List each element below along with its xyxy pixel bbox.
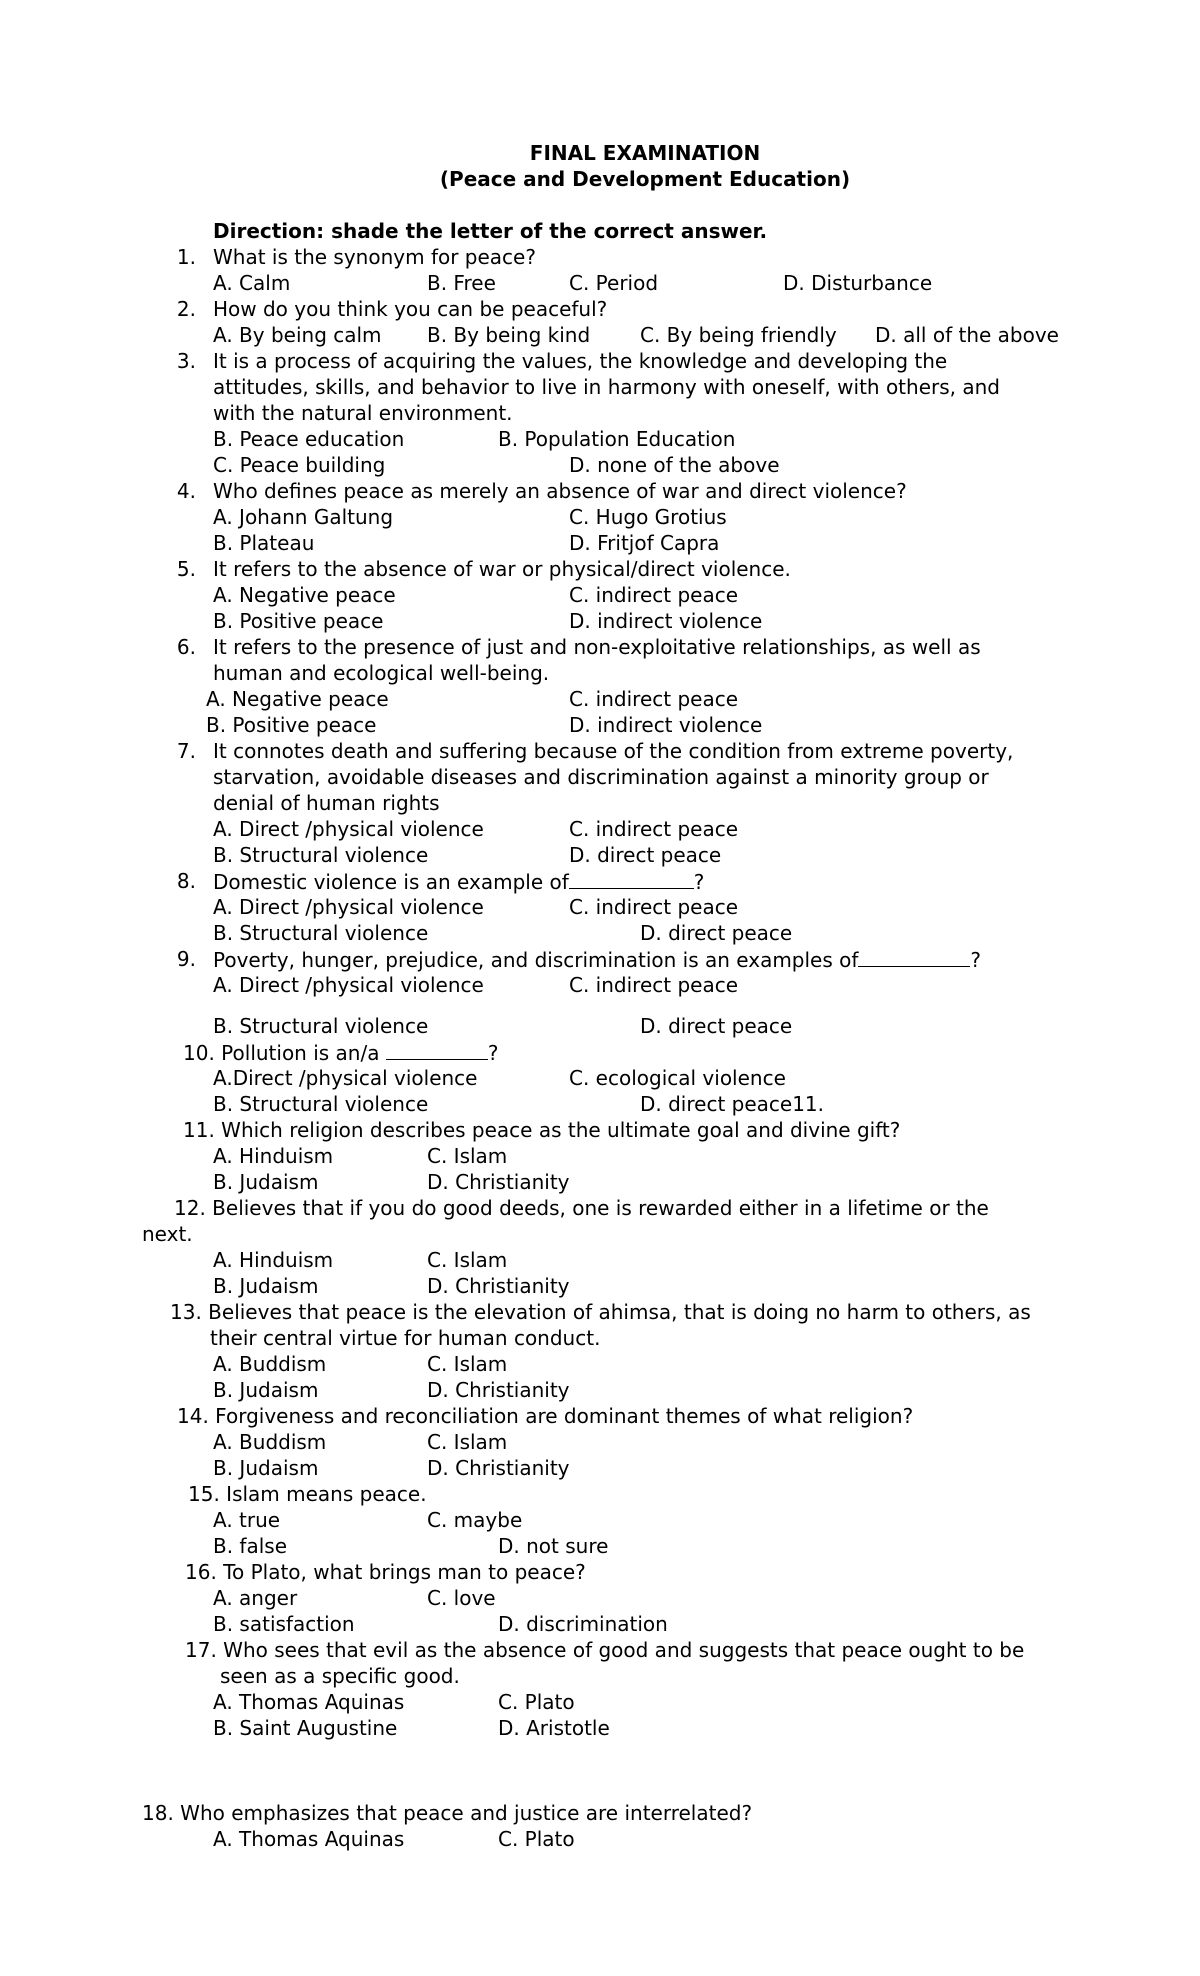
choice: B. Plateau — [213, 531, 315, 555]
choice: A. Hinduism — [213, 1248, 334, 1272]
choice: B. Population Education — [498, 427, 736, 451]
choice: A. Thomas Aquinas — [213, 1827, 405, 1851]
question-number: 16. — [185, 1560, 217, 1584]
question-number: 14. — [177, 1404, 209, 1428]
question-text-part: Domestic violence is an example of — [213, 870, 569, 894]
choice: C. indirect peace — [569, 895, 739, 919]
choice: C. indirect peace — [569, 687, 739, 711]
question-text — [213, 946, 981, 973]
page-title: FINAL EXAMINATION — [529, 141, 761, 165]
choice: D. direct peace — [640, 921, 793, 945]
choice: A. Buddism — [213, 1430, 327, 1454]
question-text — [213, 868, 704, 895]
choice: D. indirect violence — [569, 609, 763, 633]
choice: A. Negative peace — [206, 687, 389, 711]
choice: A. Direct /physical violence — [213, 895, 484, 919]
choice: B. Structural violence — [213, 1092, 429, 1116]
question-text-part: Believes that if you do good deeds, one is rewarded either in a lifetime or the — [212, 1196, 989, 1220]
question-text — [188, 1481, 427, 1507]
directions: Direction: shade the letter of the correct answer. — [213, 219, 768, 243]
question-text: denial of human rights — [213, 791, 440, 815]
choice: C. Islam — [427, 1430, 508, 1454]
choice: D. direct peace — [569, 843, 722, 867]
question-number: 15. — [188, 1482, 220, 1506]
question-number: 10. — [183, 1041, 215, 1065]
choice: D. not sure — [498, 1534, 609, 1558]
question-number: 8. — [176, 869, 196, 893]
choice: D. indirect violence — [569, 713, 763, 737]
question-text: their central virtue for human conduct. — [210, 1326, 601, 1350]
choice: A. Calm — [213, 271, 291, 295]
question-text — [174, 1195, 989, 1221]
question-text: seen as a specific good. — [220, 1664, 460, 1688]
choice: A. Hinduism — [213, 1144, 334, 1168]
choice: A. anger — [213, 1586, 298, 1610]
question-number: 18. — [142, 1801, 174, 1825]
answer-blank — [858, 946, 970, 967]
choice: A. Thomas Aquinas — [213, 1690, 405, 1714]
choice: D. discrimination — [498, 1612, 668, 1636]
choice: C. Hugo Grotius — [569, 505, 727, 529]
choice: B. Judaism — [213, 1456, 319, 1480]
question-text — [183, 1117, 900, 1143]
question-text: next. — [142, 1222, 193, 1246]
choice: B. Judaism — [213, 1274, 319, 1298]
question-text-part: Poverty, hunger, prejudice, and discrimination is an examples of — [213, 948, 859, 972]
question-number: 13. — [170, 1300, 202, 1324]
choice: D. Christianity — [427, 1274, 570, 1298]
question-text-part: ? — [693, 870, 705, 894]
question-number: 1. — [176, 245, 196, 269]
question-number: 7. — [176, 739, 196, 763]
choice: A. By being calm — [213, 323, 382, 347]
question-text-part: To Plato, what brings man to peace? — [223, 1560, 586, 1584]
choice: B. Judaism — [213, 1170, 319, 1194]
choice: A. Buddism — [213, 1352, 327, 1376]
question-number: 12. — [174, 1196, 206, 1220]
choice: B. By being kind — [427, 323, 591, 347]
question-text: It is a process of acquiring the values, the knowledge and developing the — [213, 349, 948, 373]
choice: C. Plato — [498, 1827, 575, 1851]
question-text-part: Who emphasizes that peace and justice are interrelated? — [180, 1801, 753, 1825]
question-number: 5. — [176, 557, 196, 581]
question-text — [185, 1559, 586, 1585]
choice: C. Islam — [427, 1352, 508, 1376]
choice: C. indirect peace — [569, 583, 739, 607]
question-text-part: Forgiveness and reconciliation are dominant themes of what religion? — [215, 1404, 914, 1428]
question-text — [177, 1403, 913, 1429]
question-text: It refers to the absence of war or physical/direct violence. — [213, 557, 791, 581]
choice: C. indirect peace — [569, 973, 739, 997]
page-subtitle: (Peace and Development Education) — [439, 167, 851, 191]
question-number: 3. — [176, 349, 196, 373]
choice: D. Christianity — [427, 1456, 570, 1480]
choice: A. Direct /physical violence — [213, 973, 484, 997]
choice: C. By being friendly — [640, 323, 837, 347]
choice: B. Judaism — [213, 1378, 319, 1402]
choice: B. Free — [427, 271, 496, 295]
question-text-part: ? — [487, 1041, 499, 1065]
choice: C. maybe — [427, 1508, 523, 1532]
choice: C. ecological violence — [569, 1066, 786, 1090]
choice: B. Positive peace — [213, 609, 384, 633]
choice: D. Disturbance — [783, 271, 933, 295]
question-text — [170, 1299, 1031, 1325]
choice: B. Structural violence — [213, 1014, 429, 1038]
choice: D. Christianity — [427, 1170, 570, 1194]
choice: D. none of the above — [569, 453, 780, 477]
answer-blank — [386, 1039, 488, 1060]
choice: C. Islam — [427, 1248, 508, 1272]
choice: C. Peace building — [213, 453, 386, 477]
choice: C. love — [427, 1586, 496, 1610]
choice: C. Period — [569, 271, 659, 295]
question-text: It connotes death and suffering because of the condition from extreme poverty, — [213, 739, 1014, 763]
choice: B. Saint Augustine — [213, 1716, 398, 1740]
choice: D. direct peace11. — [640, 1092, 825, 1116]
choice: B. Structural violence — [213, 843, 429, 867]
choice: C. Plato — [498, 1690, 575, 1714]
question-text — [142, 1800, 752, 1826]
choice: A. Negative peace — [213, 583, 396, 607]
choice: A.Direct /physical violence — [213, 1066, 478, 1090]
question-number: 9. — [176, 947, 196, 971]
question-text-part: Pollution is an/a — [221, 1041, 386, 1065]
answer-blank — [569, 868, 694, 889]
choice: C. indirect peace — [569, 817, 739, 841]
question-text — [183, 1039, 498, 1066]
choice: A. true — [213, 1508, 281, 1532]
question-number: 11. — [183, 1118, 215, 1142]
choice: B. Peace education — [213, 427, 405, 451]
question-text: human and ecological well-being. — [213, 661, 550, 685]
choice: B. satisfaction — [213, 1612, 355, 1636]
choice: A. Direct /physical violence — [213, 817, 484, 841]
question-text-part: Islam means peace. — [226, 1482, 427, 1506]
question-text — [185, 1637, 1024, 1663]
question-number: 4. — [176, 479, 196, 503]
question-number: 6. — [176, 635, 196, 659]
question-text-part: ? — [970, 948, 982, 972]
question-text: Who defines peace as merely an absence of war and direct violence? — [213, 479, 907, 503]
question-text-part: Which religion describes peace as the ultimate goal and divine gift? — [221, 1118, 901, 1142]
question-number: 17. — [185, 1638, 217, 1662]
choice: D. Fritjof Capra — [569, 531, 720, 555]
question-text: What is the synonym for peace? — [213, 245, 536, 269]
choice: B. false — [213, 1534, 288, 1558]
question-text: starvation, avoidable diseases and discrimination against a minority group or — [213, 765, 989, 789]
choice: D. direct peace — [640, 1014, 793, 1038]
choice: D. Christianity — [427, 1378, 570, 1402]
question-text: How do you think you can be peaceful? — [213, 297, 608, 321]
choice: A. Johann Galtung — [213, 505, 394, 529]
question-number: 2. — [176, 297, 196, 321]
choice: B. Positive peace — [206, 713, 377, 737]
choice: D. Aristotle — [498, 1716, 610, 1740]
choice: B. Structural violence — [213, 921, 429, 945]
question-text: It refers to the presence of just and non-exploitative relationships, as well as — [213, 635, 981, 659]
question-text: with the natural environment. — [213, 401, 513, 425]
question-text-part: Who sees that evil as the absence of good and suggests that peace ought to be — [223, 1638, 1025, 1662]
question-text-part: Believes that peace is the elevation of ahimsa, that is doing no harm to others, as — [208, 1300, 1031, 1324]
choice: D. all of the above — [875, 323, 1059, 347]
choice: C. Islam — [427, 1144, 508, 1168]
question-text: attitudes, skills, and behavior to live in harmony with oneself, with others, and — [213, 375, 1000, 399]
